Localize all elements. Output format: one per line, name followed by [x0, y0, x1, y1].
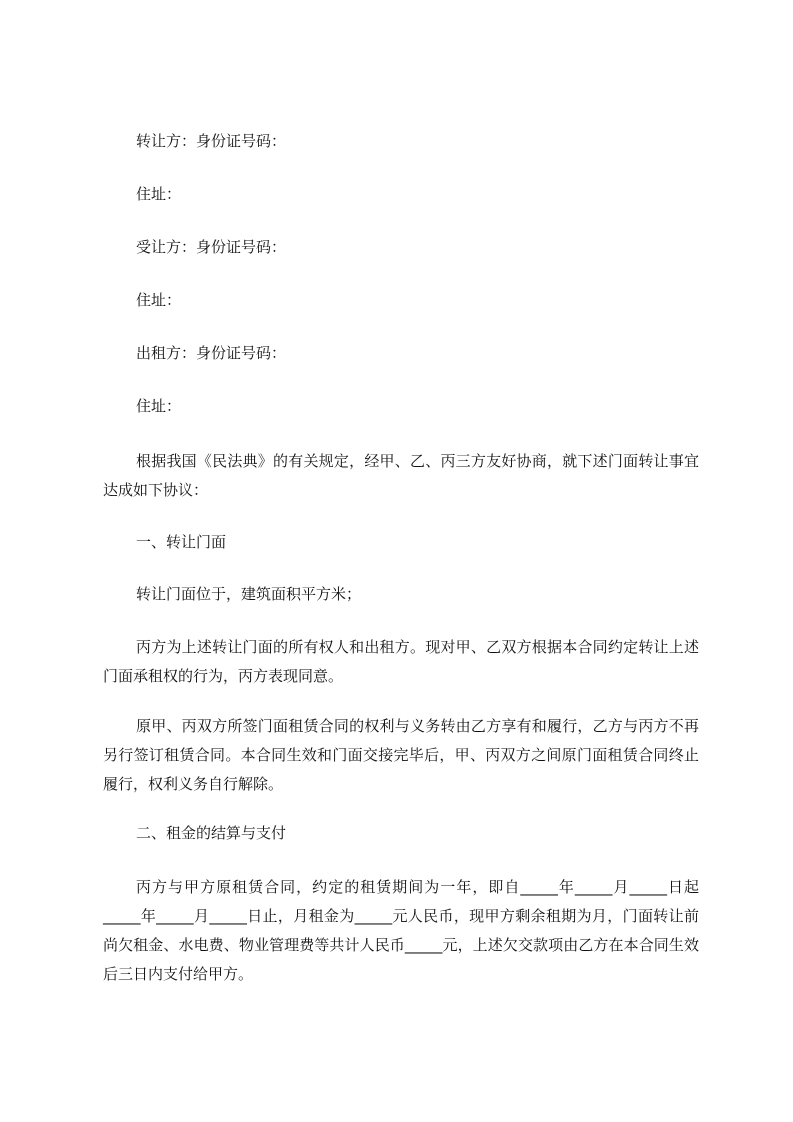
transferee-id-line: 受让方：身份证号码： — [136, 238, 287, 256]
premises-location-paragraph: 转让门面位于，建筑面积平方米； — [136, 585, 362, 603]
rent-settlement-paragraph: 丙方与甲方原租赁合同，约定的租赁期间为一年，即自_____年_____月_____日起_____年_____月_____日止，月租金为_____元人民币，现甲方剩余租期为月，门面转让前尚欠租金、水电费、物业管理费等共计人民币_____元，上述欠交款项由乙方在本合同生效后三日内支付给甲方。 — [103, 878, 699, 983]
section-heading-rent: 二、租金的结算与支付 — [136, 824, 287, 842]
preamble-paragraph: 根据我国《民法典》的有关规定，经甲、乙、丙三方友好协商，就下述门面转让事宜达成如下协议： — [103, 452, 699, 499]
lessor-id-line: 出租方：身份证号码： — [136, 344, 287, 362]
owner-consent-paragraph: 丙方为上述转让门面的所有权人和出租方。现对甲、乙双方根据本合同约定转让上述门面承租权的行为，丙方表现同意。 — [103, 638, 699, 685]
transferee-address-line: 住址： — [136, 291, 182, 309]
section-heading-transfer: 一、转让门面 — [136, 533, 227, 551]
transferor-address-line: 住址： — [136, 185, 182, 203]
rights-transfer-paragraph: 原甲、丙双方所签门面租赁合同的权利与义务转由乙方享有和履行，乙方与丙方不再另行签订租赁合同。本合同生效和门面交接完毕后，甲、丙双方之间原门面租赁合同终止履行，权利义务自行解除。 — [103, 717, 699, 793]
lessor-address-line: 住址： — [136, 397, 182, 415]
transferor-id-line: 转让方：身份证号码： — [136, 132, 287, 150]
